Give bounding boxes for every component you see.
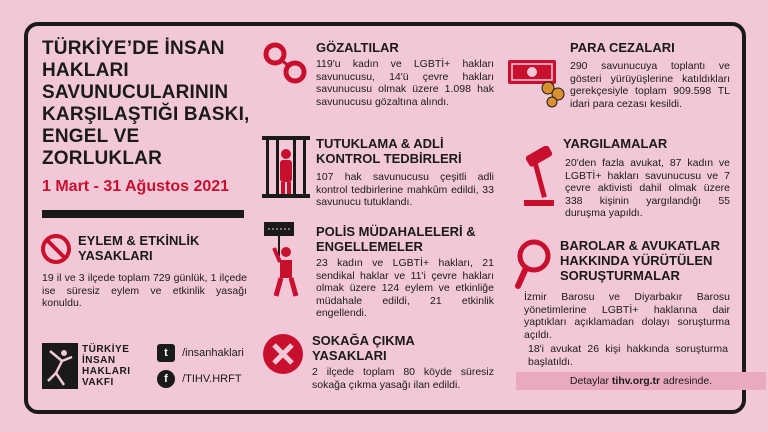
page-title: TÜRKİYE’DE İNSAN HAKLARI SAVUNUCULARININ KARŞILAŞTIĞI BASKI, ENGEL VE ZORLUKLAR	[42, 38, 250, 169]
logo-line-1: TÜRKİYE	[82, 344, 130, 355]
date-range: 1 Mart - 31 Ağustos 2021	[42, 178, 230, 195]
handcuffs-icon	[262, 40, 308, 86]
para-title: PARA CEZALARI	[570, 40, 675, 55]
cross-circle-icon	[262, 333, 304, 375]
twitter-handle: /insanhaklari	[182, 347, 244, 360]
yargilamalar-body: 20'den fazla avukat, 87 kadın ve LGBTİ+ hakları savunucusu ve 7 çevre aktivisti dahil olmak üzere 338 kişinin yargılandığı 55 duruşma yapıldı.	[565, 157, 730, 219]
gozaltilar-title: GÖZALTILAR	[316, 40, 399, 55]
prison-icon	[262, 136, 310, 198]
para-body: 290 savunucuya toplantı ve gösteri yürüyüşlerine katıldıkları gerekçesiyle toplam 909.598 TL idari para cezası kesildi.	[570, 60, 730, 110]
gavel-icon	[520, 146, 560, 208]
money-icon	[508, 56, 568, 108]
prohibition-icon	[40, 233, 72, 265]
footer-prefix: Detaylar	[569, 375, 612, 387]
polis-body: 23 kadın ve LGBTİ+ hakları, 21 sendikal haklar ve 11'i çevre hakları olmak üzere 124 eylem ve etkinliğe müdahale edildi, 21 etkinlik engellendi.	[316, 257, 494, 319]
barolar-body-2: 18'i avukat 26 kişi hakkında soruşturma başlatıldı.	[528, 343, 728, 368]
gozaltilar-body: 119'u kadın ve LGBTİ+ hakları savunucusu, 14'ü çevre hakları savunucusu olmak üzere 1.098 hak savunucusu gözaltına alındı.	[316, 58, 494, 108]
barolar-title: BAROLAR & AVUKATLAR HAKKINDA YÜRÜTÜLEN SORUŞTURMALAR	[560, 238, 721, 283]
sokaga-body: 2 ilçede toplam 80 köyde süresiz sokağa çıkma yasağı ilan edildi.	[312, 366, 494, 391]
logo-line-4: VAKFI	[82, 377, 114, 388]
barolar-body-1: İzmir Barosu ve Diyarbakır Barosu yönetimlerine LGBTİ+ haklarına dair yaptıkları açıklamadan dolayı soruşturma açıldı.	[524, 291, 730, 341]
eylem-body: 19 il ve 3 ilçede toplam 729 günlük, 1 ilçede ise süresiz eylem ve etkinlik yasağı konuldu.	[42, 272, 247, 309]
polis-title: POLİS MÜDAHALELERİ & ENGELLEMELER	[316, 224, 476, 254]
facebook-link[interactable]	[157, 370, 242, 388]
sokaga-title: SOKAĞA ÇIKMA YASAKLARI	[312, 333, 415, 363]
logo-line-2: İNSAN	[82, 355, 116, 366]
protester-icon	[262, 222, 306, 298]
tutuklama-title: TUTUKLAMA & ADLİ KONTROL TEDBİRLERİ	[316, 136, 462, 166]
logo-line-3: HAKLARI	[82, 366, 131, 377]
footer-note	[516, 372, 766, 390]
divider	[42, 210, 244, 218]
facebook-handle: /TIHV.HRFT	[182, 373, 242, 386]
footer-site-link[interactable]: tihv.org.tr	[611, 375, 661, 387]
twitter-link[interactable]	[157, 344, 244, 362]
facebook-icon: f	[157, 370, 175, 388]
eylem-title: EYLEM & ETKİNLİK YASAKLARI	[78, 233, 200, 263]
magnifier-icon	[514, 238, 558, 290]
footer-suffix: adresinde.	[660, 375, 713, 387]
logo-text	[82, 344, 131, 388]
yargilamalar-title: YARGILAMALAR	[563, 136, 668, 151]
twitter-icon: t	[157, 344, 175, 362]
tihv-logo-icon	[42, 343, 78, 389]
tutuklama-body: 107 hak savunucusu çeşitli adli kontrol tedbirlerine mahkûm edildi, 33 savunucu tutuklandı.	[316, 171, 494, 208]
